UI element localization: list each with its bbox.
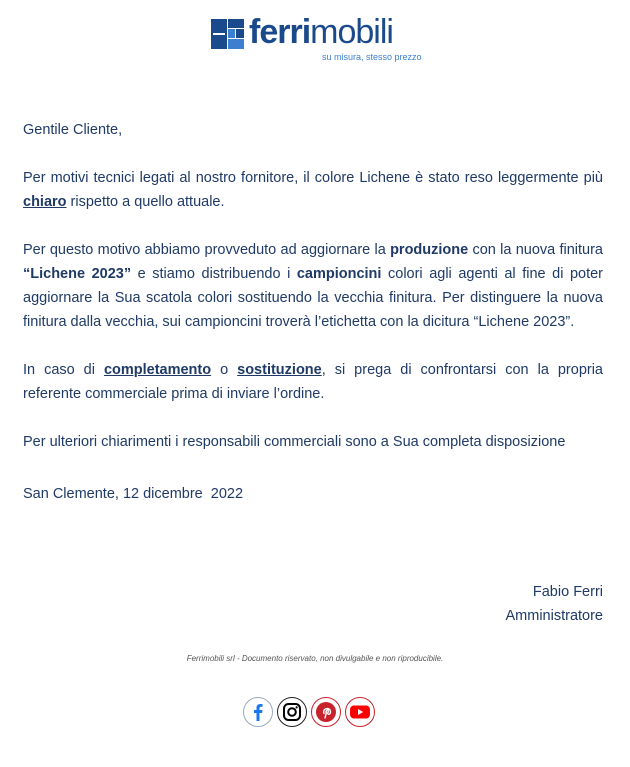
facebook-icon <box>249 702 267 722</box>
p2-text-a: Per questo motivo abbiamo provveduto ad aggiornare la <box>23 242 391 258</box>
pinterest-icon <box>315 701 337 723</box>
brand-tagline: su misura, stesso prezzo <box>322 52 422 62</box>
emphasis-campioncini: campioncini <box>296 266 382 282</box>
paragraph-1 <box>23 166 603 214</box>
letter-body <box>23 118 603 506</box>
facebook-link[interactable] <box>243 697 273 727</box>
p3-text-e: , si prega di confrontarsi con la propria referente commerciale prima di inviare l’ordine. <box>23 362 603 402</box>
brand-logo <box>211 13 422 63</box>
pinterest-link[interactable] <box>311 697 341 727</box>
signature-block <box>506 580 604 628</box>
emphasis-lichene-2023: “Lichene 2023” <box>23 266 132 282</box>
emphasis-completamento: completamento <box>103 362 212 378</box>
emphasis-produzione: produzione <box>390 242 469 258</box>
p3-text-c: o <box>211 362 238 378</box>
footer-disclaimer: Ferrimobili srl - Documento riservato, non divulgabile e non riproducibile. <box>186 654 444 663</box>
greeting: Gentile Cliente, <box>23 122 123 138</box>
p1-text-a: Per motivi tecnici legati al nostro fornitore, il colore Lichene è stato reso leggermente più <box>23 170 603 186</box>
brand-name-bold: ferri <box>249 13 311 51</box>
brand-name-light: mobili <box>310 13 393 51</box>
signature-role: Amministratore <box>505 608 603 624</box>
youtube-link[interactable] <box>345 697 375 727</box>
p2-text-g: colori agli agenti al fine di poter aggiornare la Sua scatola colori sostituendo la vecchia finitura. Per distinguere la nuova finitura dalla vecchia, sui campioncini troverà l’etichetta con la dicitura “Lichene 2023”. <box>23 266 604 330</box>
emphasis-sostituzione: sostituzione <box>237 362 322 378</box>
p3-text-a: In caso di <box>23 362 104 378</box>
brand-wordmark <box>249 13 393 51</box>
paragraph-4: Per ulteriori chiarimenti i responsabili commerciali sono a Sua completa disposizione <box>23 434 566 450</box>
letter-date: San Clemente, 12 dicembre 2022 <box>23 486 244 502</box>
emphasis-chiaro: chiaro <box>23 194 67 210</box>
paragraph-2 <box>23 238 603 334</box>
p2-text-e: e stiamo distribuendo i <box>131 266 297 282</box>
social-links <box>243 697 375 727</box>
logo-grid-icon <box>211 19 244 49</box>
instagram-link[interactable] <box>277 697 307 727</box>
instagram-icon <box>282 702 302 722</box>
paragraph-3 <box>23 358 603 406</box>
p2-text-c: con la nuova finitura <box>468 242 603 258</box>
p1-text-c: rispetto a quello attuale. <box>66 194 225 210</box>
youtube-icon <box>349 704 371 720</box>
signature-name: Fabio Ferri <box>532 584 603 600</box>
